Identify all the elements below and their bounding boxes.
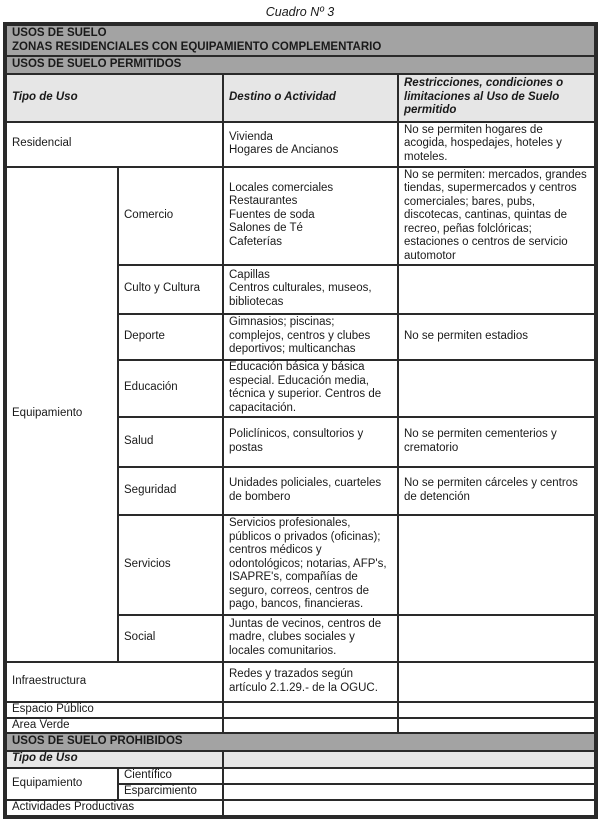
sub-tipo-cell: Científico (118, 768, 223, 784)
prohibited-header-row (6, 751, 595, 768)
restricciones-cell (398, 615, 595, 662)
sub-tipo-cell: Comercio (118, 167, 223, 265)
destino-cell: Juntas de vecinos, centros de madre, clubes sociales y locales comunitarios. (223, 615, 398, 662)
restricciones-cell: No se permiten hogares de acogida, hospedajes, hoteles y moteles. (398, 122, 595, 167)
destino-cell: Vivienda Hogares de Ancianos (223, 122, 398, 167)
land-use-table (3, 22, 598, 819)
table-row (6, 122, 595, 167)
table-row (6, 662, 595, 702)
table-row (6, 768, 595, 784)
sub-tipo-cell: Servicios (118, 515, 223, 615)
sub-tipo-cell: Seguridad (118, 467, 223, 515)
restricciones-cell (398, 515, 595, 615)
tipo-cell: Residencial (6, 122, 223, 167)
table-row (6, 702, 595, 718)
destino-cell: Policlínicos, consultorios y postas (223, 417, 398, 467)
destino-cell: Servicios profesionales, públicos o privados (oficinas); centros médicos y odontológicos; notarias, AFP's, ISAPRE's, compañías de seguro, correos, centros de pago, bancos, financieras. (223, 515, 398, 615)
header-restricciones: Restricciones, condiciones o limitaciones al Uso de Suelo permitido (398, 74, 595, 122)
sub-tipo-cell: Salud (118, 417, 223, 467)
table-title (6, 25, 595, 56)
tipo-cell: Área Verde (6, 718, 223, 734)
table-row (6, 718, 595, 734)
destino-cell: Capillas Centros culturales, museos, bibliotecas (223, 265, 398, 314)
destino-cell: Redes y trazados según artículo 2.1.29.- de la OGUC. (223, 662, 398, 702)
header-row (6, 74, 595, 122)
restricciones-cell (398, 360, 595, 417)
restricciones-cell: No se permiten cementerios y crematorio (398, 417, 595, 467)
title-line-1: USOS DE SUELO (12, 27, 107, 39)
tipo-cell: Equipamiento (6, 167, 118, 662)
restricciones-cell: No se permiten cárceles y centros de detención (398, 467, 595, 515)
header-destino: Destino o Actividad (223, 74, 398, 122)
sub-tipo-cell: Social (118, 615, 223, 662)
destino-cell: Unidades policiales, cuarteles de bombero (223, 467, 398, 515)
tipo-cell: Infraestructura (6, 662, 223, 702)
table-row (6, 800, 595, 816)
sub-tipo-cell: Esparcimiento (118, 784, 223, 800)
table-row (6, 167, 595, 265)
restricciones-cell: No se permiten estadios (398, 314, 595, 360)
restricciones-cell (398, 662, 595, 702)
prohibited-section-title: USOS DE SUELO PROHIBIDOS (6, 733, 595, 751)
tipo-cell: Espacio Público (6, 702, 223, 718)
destino-cell: Educación básica y básica especial. Educación media, técnica y superior. Centros de capacitación. (223, 360, 398, 417)
header-tipo: Tipo de Uso (6, 751, 223, 768)
table-caption: Cuadro Nº 3 (265, 5, 335, 19)
header-tipo: Tipo de Uso (6, 74, 223, 122)
permitted-section-title: USOS DE SUELO PERMITIDOS (6, 56, 595, 74)
title-line-2: ZONAS RESIDENCIALES CON EQUIPAMIENTO COMPLEMENTARIO (12, 40, 382, 53)
restricciones-cell (398, 265, 595, 314)
tipo-cell: Actividades Productivas (6, 800, 223, 816)
destino-cell: Locales comerciales Restaurantes Fuentes de soda Salones de Té Cafeterías (223, 167, 398, 265)
sub-tipo-cell: Deporte (118, 314, 223, 360)
sub-tipo-cell: Educación (118, 360, 223, 417)
sub-tipo-cell: Culto y Cultura (118, 265, 223, 314)
restricciones-cell: No se permiten: mercados, grandes tiendas, supermercados y centros comerciales; bares, pubs, discotecas, cantinas, quintas de recreo, peñas folclóricas; estaciones o centros de servicio automotor (398, 167, 595, 265)
destino-cell: Gimnasios; piscinas; complejos, centros y clubes deportivos; multicanchas (223, 314, 398, 360)
tipo-cell: Equipamiento (6, 768, 118, 800)
